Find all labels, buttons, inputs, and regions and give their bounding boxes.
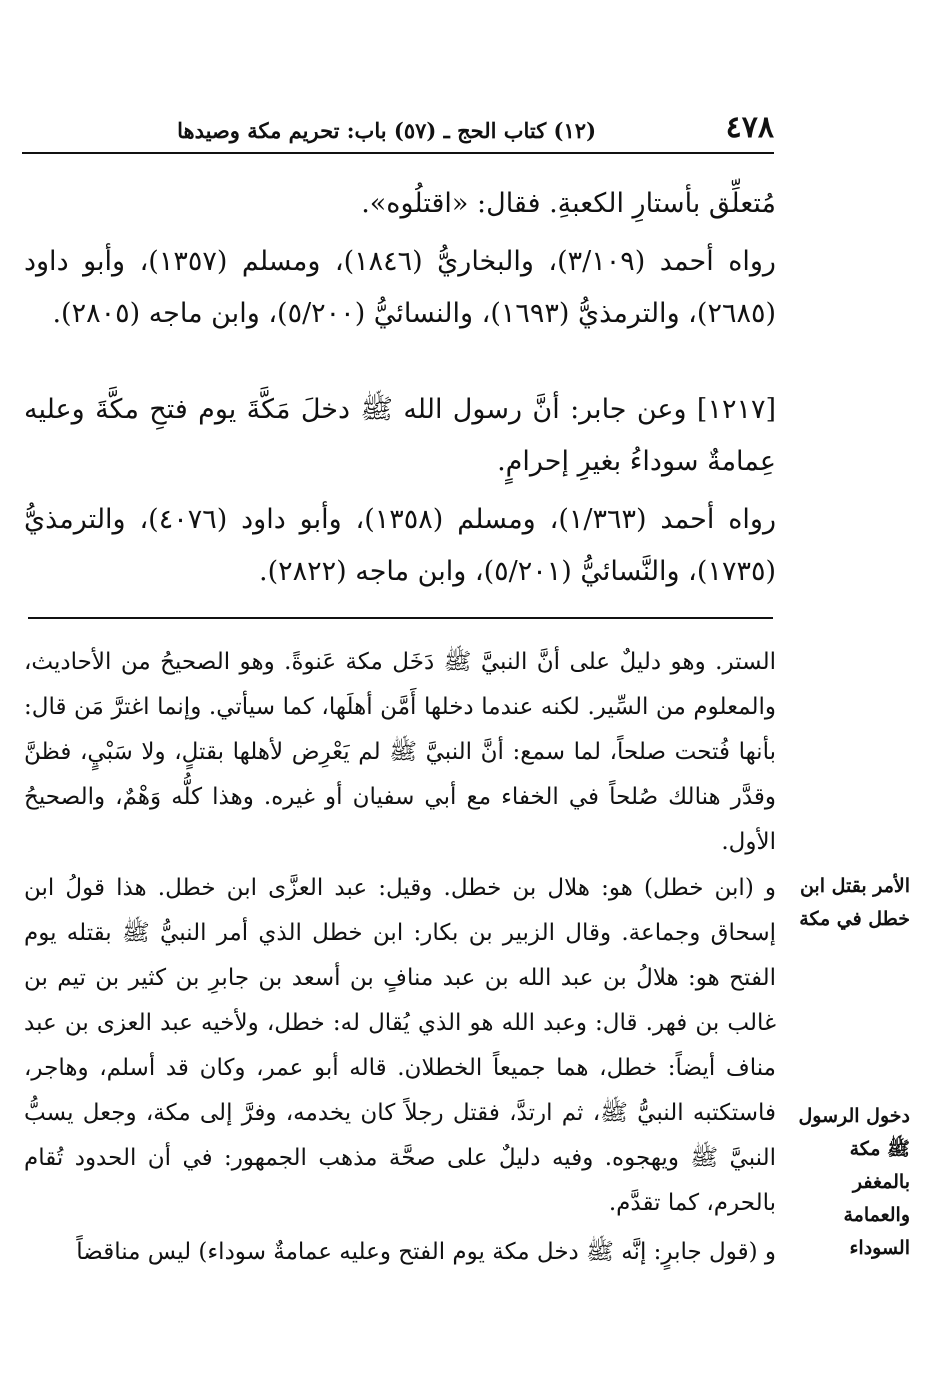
page-header [22, 108, 774, 154]
margin-note-ibn-khatal [782, 870, 910, 936]
main-text-2 [24, 236, 776, 340]
margin-note-line: الأمر بقتل ابن [799, 875, 910, 897]
running-title: (١٢) كتاب الحج ـ (٥٧) باب: تحريم مكة وصيدها [177, 118, 596, 143]
margin-note-line: دخول الرسول [798, 1105, 910, 1127]
commentary-paragraph: و (قول جابرٍ: إنَّه ﷺ دخل مكة يوم الفتح وعليه عمامةٌ سوداء) ليس مناقضاً [76, 1239, 776, 1265]
hadith-references: رواه أحمد (٣/١٠٩)، والبخاريُّ (١٨٤٦)، ومسلم (١٣٥٧)، وأبو داود (٢٦٨٥)، والترمذيُّ (١٦٩٣)، والنسائيُّ (٥/٢٠٠)، وابن ماجه (٢٨٠٥). [24, 246, 776, 329]
commentary-paragraph: الستر. وهو دليلٌ على أنَّ النبيَّ ﷺ دَخَل مكة عَنوةً. وهو الصحيحُ من الأحاديث، والمعلوم من السِّير. لكنه عندما دخلها أَمَّن أهلَها، كما سيأتي. وإنما اغترَّ مَن قال: بأنها فُتحت صلحاً، لما سمع: أنَّ النبيَّ ﷺ لم يَعْرِض لأهلها بقتلٍ، ولا سَبْيٍ، فظنَّ وقدَّر هنالك صُلحاً في الخفاء مع أبي سفيان أو غيره. وهذا كلُّه وَهْمٌ، والصحيحُ الأول. [24, 649, 776, 855]
margin-note-line: والعمامة [843, 1204, 910, 1226]
margin-note-line: خطل في مكة [799, 908, 910, 930]
main-text-4 [24, 494, 776, 598]
margin-note-entry-makkah [782, 1100, 910, 1265]
page-number: ٤٧٨ [725, 110, 774, 145]
margin-note-line: بالمغفر [852, 1171, 910, 1193]
hadith-ending: مُتعلِّق بأستارِ الكعبةِ. فقال: «اقتلُوه». [361, 188, 776, 219]
commentary-3 [24, 1230, 776, 1275]
margin-note-line: السوداء [849, 1237, 910, 1259]
commentary-paragraph: و (ابن خطل) هو: هلال بن خطل. وقيل: عبد العزَّى ابن خطل. هذا قولُ ابن إسحاق وجماعة. وقال الزبير بن بكار: ابن خطل الذي أمر النبيُّ ﷺ بقتله يوم الفتح هو: هلالُ بن عبد الله بن عبد منافٍ بن أسعد بن جابرِ بن كثير بن تيم بن غالب بن فهر. قال: وعبد الله هو الذي يُقال له: خطل، ولأخيه عبد العزى بن عبد مناف أيضاً: خطل، هما جميعاً الخطلان. قاله أبو عمر، وكان قد أسلم، وهاجر، فاستكتبه النبيُّ ﷺ، ثم ارتدَّ، فقتل رجلاً كان يخدمه، وفرَّ إلى مكة، وجعل يسبُّ النبيَّ ﷺ ويهجوه. وفيه دليلٌ على صحَّة مذهب الجمهور: في أن الحدود تُقام بالحرم، كما تقدَّم. [24, 875, 776, 1216]
hadith-1217: [١٢١٧] وعن جابر: أنَّ رسول الله ﷺ دخلَ مَكَّةَ يوم فتحِ مكَّةَ وعليه عِمامةٌ سوداءُ بغيرِ إحرامٍ. [24, 394, 776, 477]
margin-note-line: ﷺ مكة [849, 1138, 910, 1160]
commentary-1 [24, 640, 776, 865]
footnote-separator [28, 617, 773, 619]
hadith-1217-references: رواه أحمد (١/٣٦٣)، ومسلم (١٣٥٨)، وأبو داود (٤٠٧٦)، والترمذيُّ (١٧٣٥)، والنَّسائيُّ (٥/٢٠١)، وابن ماجه (٢٨٢٢). [24, 504, 776, 587]
main-text-3 [24, 384, 776, 488]
main-text-1 [24, 178, 776, 230]
commentary-2 [24, 866, 776, 1226]
